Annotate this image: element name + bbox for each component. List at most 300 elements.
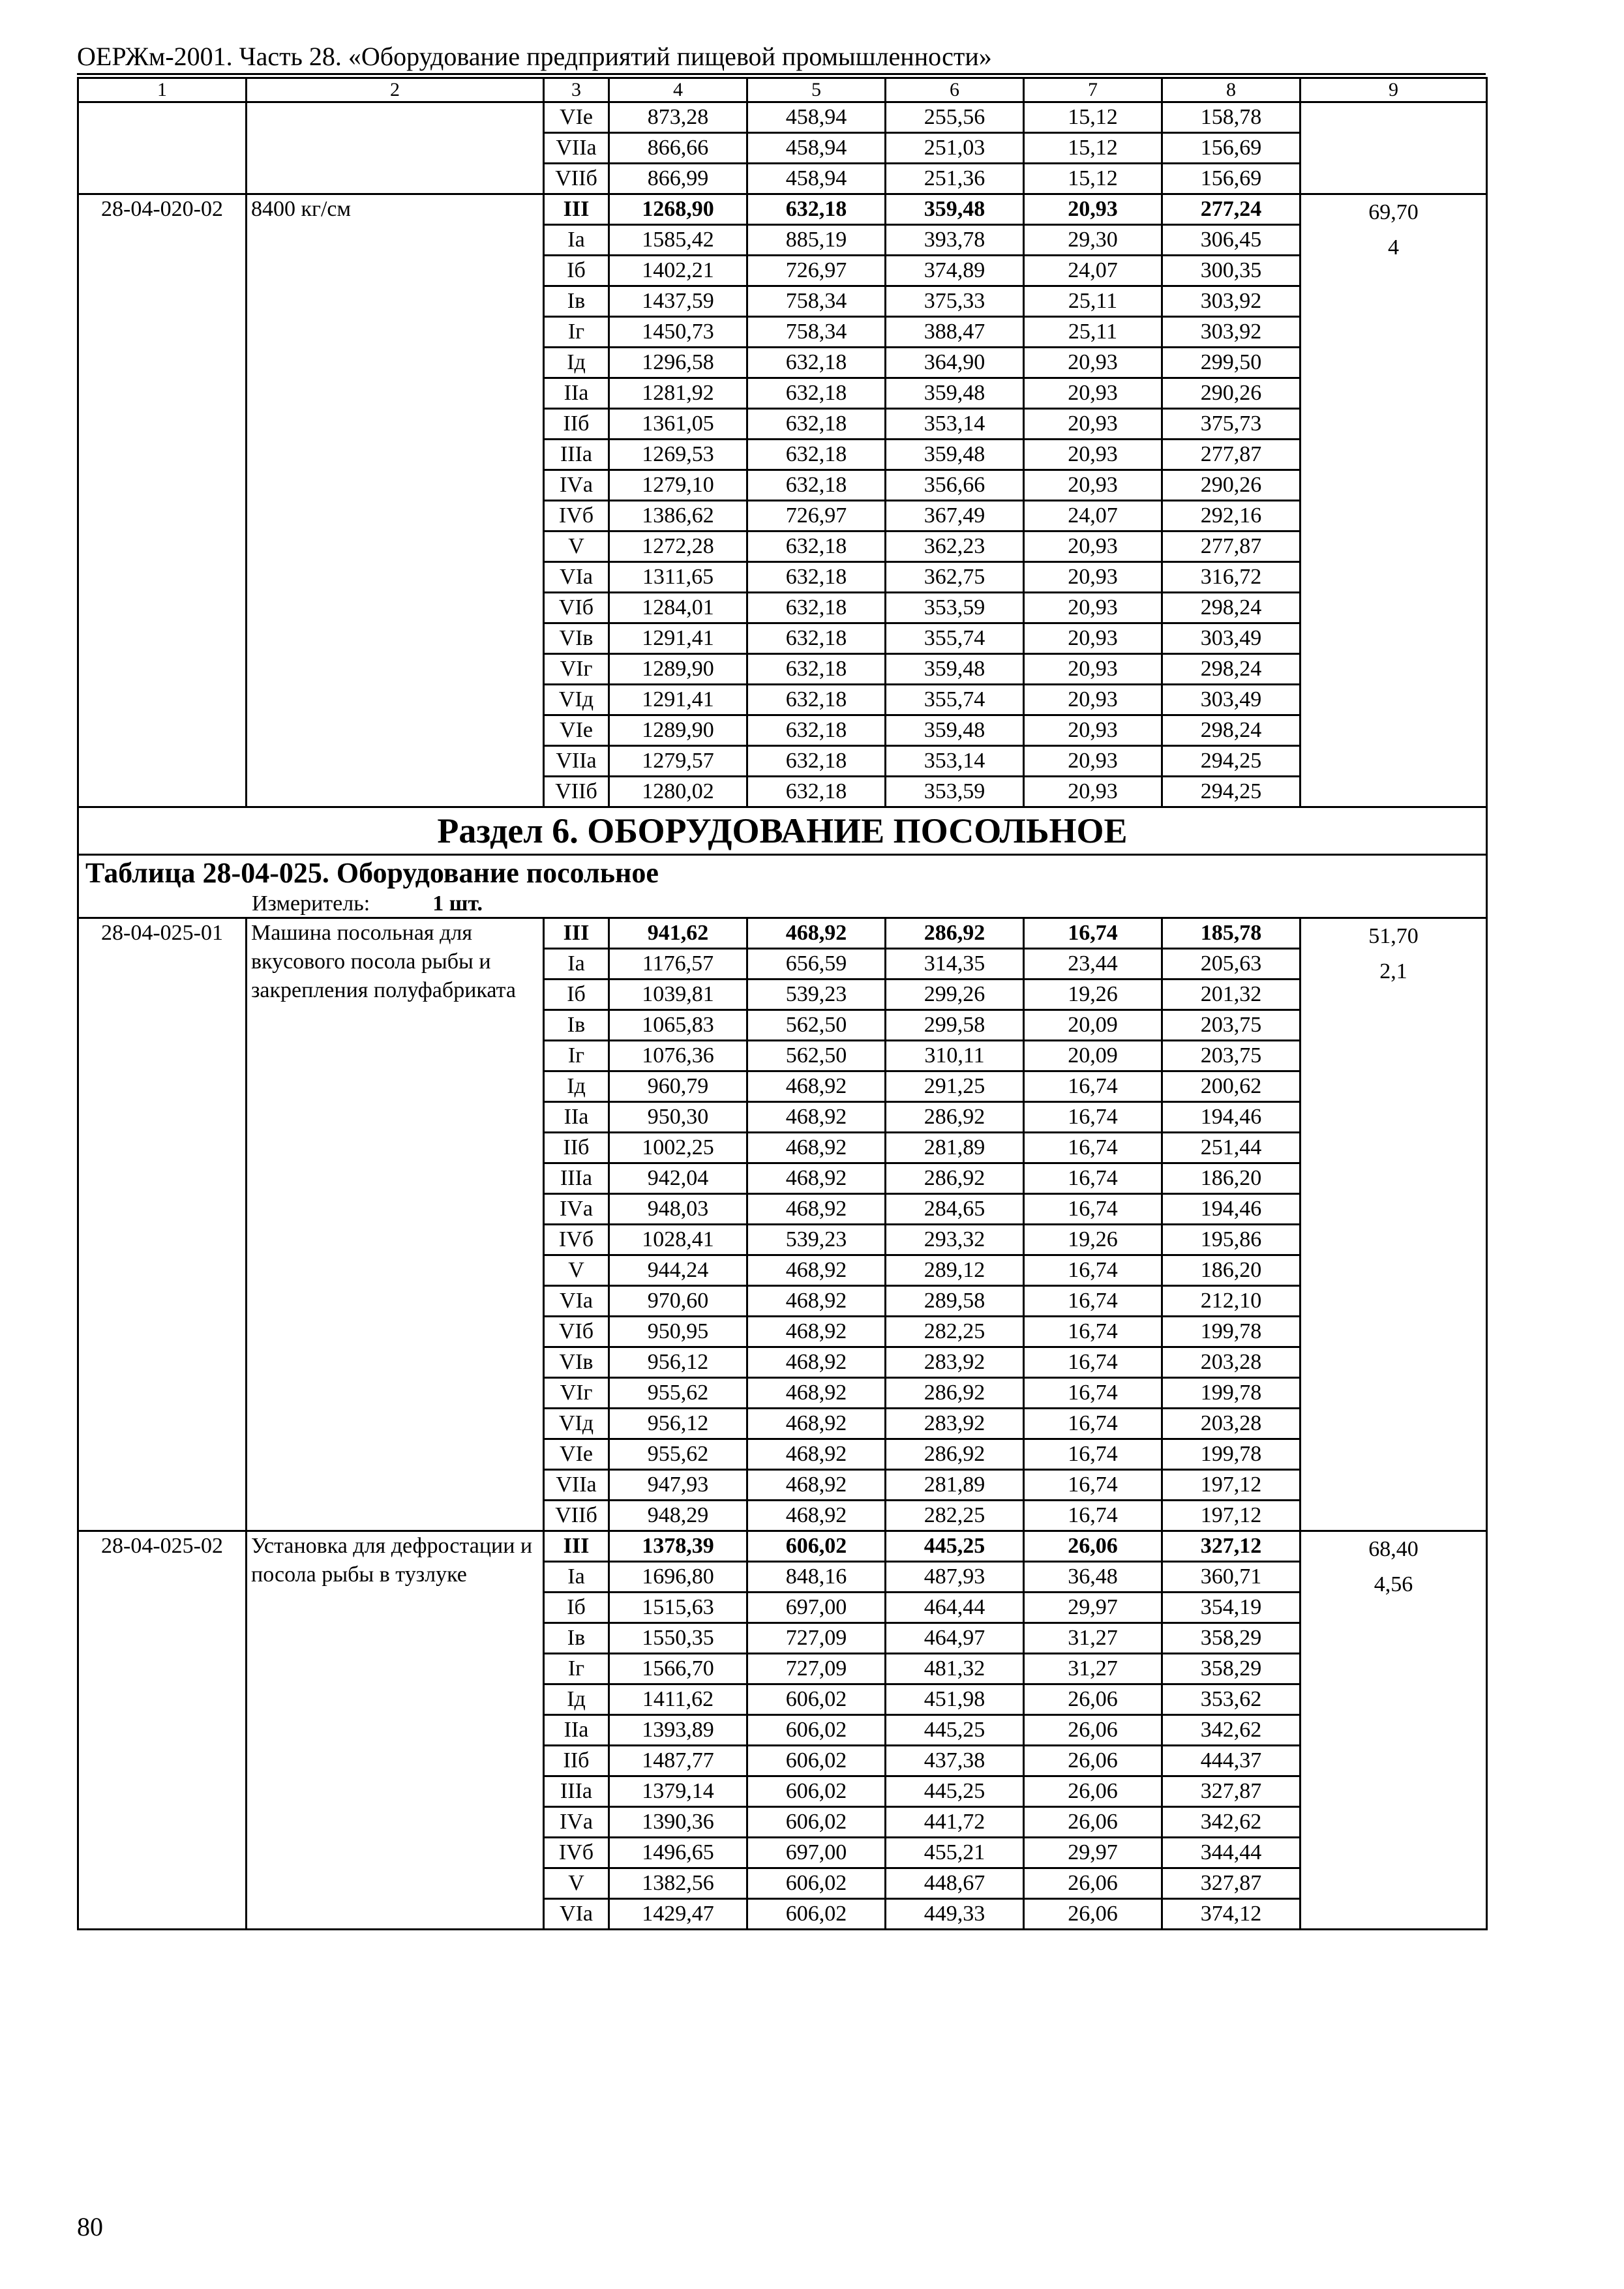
table-title-row xyxy=(78,855,1487,891)
value-cell: VIа xyxy=(544,1899,609,1930)
value-cell: IVа xyxy=(544,1807,609,1838)
value-cell: 606,02 xyxy=(747,1746,886,1776)
column-number: 5 xyxy=(747,78,886,102)
value-cell: 758,34 xyxy=(747,286,886,317)
value-cell: 16,74 xyxy=(1024,1409,1162,1439)
extra-cell xyxy=(1301,918,1487,1531)
value-cell: 355,74 xyxy=(886,685,1024,715)
column-number: 2 xyxy=(247,78,544,102)
value-cell: 606,02 xyxy=(747,1807,886,1838)
value-cell: 16,74 xyxy=(1024,1501,1162,1531)
equipment-name: 8400 кг/см xyxy=(247,194,544,807)
value-cell: VIд xyxy=(544,685,609,715)
value-cell: 20,93 xyxy=(1024,715,1162,746)
value-cell: 1311,65 xyxy=(609,562,747,593)
value-cell: 314,35 xyxy=(886,949,1024,980)
value-cell: 445,25 xyxy=(886,1531,1024,1562)
value-cell: 632,18 xyxy=(747,562,886,593)
value-cell: 955,62 xyxy=(609,1439,747,1470)
value-cell: 359,48 xyxy=(886,654,1024,685)
value-cell: 26,06 xyxy=(1024,1899,1162,1930)
value-cell: VIв xyxy=(544,623,609,654)
value-cell: 632,18 xyxy=(747,654,886,685)
value-cell: 353,59 xyxy=(886,777,1024,807)
value-cell: 464,44 xyxy=(886,1593,1024,1623)
value-cell: 1039,81 xyxy=(609,980,747,1010)
value-cell: 374,12 xyxy=(1162,1899,1301,1930)
value-cell: 20,93 xyxy=(1024,685,1162,715)
value-cell: 299,58 xyxy=(886,1010,1024,1041)
value-cell: VIIб xyxy=(544,1501,609,1531)
value-cell: Iб xyxy=(544,980,609,1010)
value-cell: 23,44 xyxy=(1024,949,1162,980)
value-cell: 16,74 xyxy=(1024,1255,1162,1286)
rate-code: 28-04-020-02 xyxy=(78,194,247,807)
value-cell: 1393,89 xyxy=(609,1715,747,1746)
value-cell: 1291,41 xyxy=(609,685,747,715)
extra-value: 69,70 xyxy=(1368,200,1419,224)
section-heading-row xyxy=(78,807,1487,855)
value-cell: 1065,83 xyxy=(609,1010,747,1041)
column-number: 7 xyxy=(1024,78,1162,102)
value-cell: 199,78 xyxy=(1162,1439,1301,1470)
value-cell: 606,02 xyxy=(747,1715,886,1746)
value-cell: 948,03 xyxy=(609,1194,747,1225)
value-cell: 437,38 xyxy=(886,1746,1024,1776)
value-cell: 291,25 xyxy=(886,1071,1024,1102)
value-cell: 199,78 xyxy=(1162,1317,1301,1347)
value-cell: 281,89 xyxy=(886,1133,1024,1163)
value-cell: 299,26 xyxy=(886,980,1024,1010)
value-cell: 468,92 xyxy=(747,1163,886,1194)
value-cell: 281,89 xyxy=(886,1470,1024,1501)
value-cell: VIIа xyxy=(544,1470,609,1501)
value-cell: 354,19 xyxy=(1162,1593,1301,1623)
extra-cell xyxy=(1301,194,1487,807)
value-cell: 726,97 xyxy=(747,256,886,286)
value-cell: 203,28 xyxy=(1162,1409,1301,1439)
value-cell: 468,92 xyxy=(747,1286,886,1317)
page-header-title: ОЕРЖм-2001. Часть 28. «Оборудование предприятий пищевой промышленности» xyxy=(77,42,992,71)
value-cell: VIд xyxy=(544,1409,609,1439)
value-cell: 359,48 xyxy=(886,715,1024,746)
value-cell: 277,87 xyxy=(1162,440,1301,470)
value-cell: 294,25 xyxy=(1162,746,1301,777)
value-cell: 284,65 xyxy=(886,1194,1024,1225)
value-cell: 20,93 xyxy=(1024,440,1162,470)
value-cell: 1566,70 xyxy=(609,1654,747,1684)
extra-value: 4,56 xyxy=(1374,1572,1413,1596)
value-cell: 1176,57 xyxy=(609,949,747,980)
value-cell: 697,00 xyxy=(747,1593,886,1623)
value-cell: 481,32 xyxy=(886,1654,1024,1684)
value-cell: 468,92 xyxy=(747,1255,886,1286)
column-number: 6 xyxy=(886,78,1024,102)
value-cell: 360,71 xyxy=(1162,1562,1301,1593)
value-cell: 353,59 xyxy=(886,593,1024,623)
value-cell: VIа xyxy=(544,1286,609,1317)
extra-value: 2,1 xyxy=(1379,959,1407,983)
value-cell: 25,11 xyxy=(1024,317,1162,348)
value-cell: 286,92 xyxy=(886,1378,1024,1409)
value-cell: Iг xyxy=(544,317,609,348)
value-cell: 445,25 xyxy=(886,1715,1024,1746)
value-cell: 632,18 xyxy=(747,470,886,501)
value-cell: 186,20 xyxy=(1162,1255,1301,1286)
value-cell: 632,18 xyxy=(747,531,886,562)
value-cell: 19,26 xyxy=(1024,1225,1162,1255)
value-cell: 468,92 xyxy=(747,1071,886,1102)
value-cell: 697,00 xyxy=(747,1838,886,1868)
value-cell: 1437,59 xyxy=(609,286,747,317)
value-cell: 468,92 xyxy=(747,1501,886,1531)
value-cell: 358,29 xyxy=(1162,1654,1301,1684)
value-cell: 606,02 xyxy=(747,1776,886,1807)
value-cell: VIе xyxy=(544,1439,609,1470)
value-cell: 632,18 xyxy=(747,440,886,470)
value-cell: 15,12 xyxy=(1024,133,1162,164)
value-cell: 342,62 xyxy=(1162,1807,1301,1838)
value-cell: 632,18 xyxy=(747,378,886,409)
value-cell: 970,60 xyxy=(609,1286,747,1317)
value-cell: 606,02 xyxy=(747,1868,886,1899)
value-cell: 727,09 xyxy=(747,1654,886,1684)
value-cell: 1296,58 xyxy=(609,348,747,378)
value-cell: 873,28 xyxy=(609,102,747,133)
value-cell: 539,23 xyxy=(747,980,886,1010)
value-cell: 1550,35 xyxy=(609,1623,747,1654)
value-cell: 656,59 xyxy=(747,949,886,980)
value-cell: 1361,05 xyxy=(609,409,747,440)
value-cell: 20,09 xyxy=(1024,1010,1162,1041)
value-cell: 1280,02 xyxy=(609,777,747,807)
value-cell: 1289,90 xyxy=(609,715,747,746)
value-cell: 468,92 xyxy=(747,918,886,949)
measure-cell xyxy=(78,891,1487,918)
value-cell: Iв xyxy=(544,1623,609,1654)
value-cell: 26,06 xyxy=(1024,1684,1162,1715)
value-cell: III xyxy=(544,194,609,225)
table-row xyxy=(78,918,1487,949)
value-cell: 201,32 xyxy=(1162,980,1301,1010)
value-cell: 20,09 xyxy=(1024,1041,1162,1071)
value-cell: VIIб xyxy=(544,164,609,194)
value-cell: 1269,53 xyxy=(609,440,747,470)
value-cell: 1390,36 xyxy=(609,1807,747,1838)
value-cell: 358,29 xyxy=(1162,1623,1301,1654)
value-cell: IIа xyxy=(544,1715,609,1746)
column-number-row xyxy=(78,78,1487,102)
table-body-top xyxy=(78,78,1487,807)
value-cell: 947,93 xyxy=(609,1470,747,1501)
value-cell: 310,11 xyxy=(886,1041,1024,1071)
value-cell: 606,02 xyxy=(747,1531,886,1562)
extra-cell xyxy=(1301,102,1487,194)
value-cell: 885,19 xyxy=(747,225,886,256)
rate-code xyxy=(78,102,247,194)
page-number: 80 xyxy=(77,2212,103,2241)
value-cell: 29,30 xyxy=(1024,225,1162,256)
value-cell: Iа xyxy=(544,225,609,256)
value-cell: 355,74 xyxy=(886,623,1024,654)
value-cell: 359,48 xyxy=(886,440,1024,470)
value-cell: 1496,65 xyxy=(609,1838,747,1868)
value-cell: 1002,25 xyxy=(609,1133,747,1163)
table-row xyxy=(78,1531,1487,1562)
value-cell: VIе xyxy=(544,102,609,133)
value-cell: 1284,01 xyxy=(609,593,747,623)
value-cell: 359,48 xyxy=(886,378,1024,409)
value-cell: 16,74 xyxy=(1024,1194,1162,1225)
value-cell: 26,06 xyxy=(1024,1776,1162,1807)
value-cell: 16,74 xyxy=(1024,1163,1162,1194)
value-cell: VIIб xyxy=(544,777,609,807)
value-cell: 632,18 xyxy=(747,715,886,746)
value-cell: 19,26 xyxy=(1024,980,1162,1010)
value-cell: 306,45 xyxy=(1162,225,1301,256)
value-cell: 24,07 xyxy=(1024,501,1162,531)
value-cell: 15,12 xyxy=(1024,164,1162,194)
value-cell: 344,44 xyxy=(1162,1838,1301,1868)
extra-value: 51,70 xyxy=(1368,924,1419,948)
value-cell: 292,16 xyxy=(1162,501,1301,531)
value-cell: IVб xyxy=(544,1838,609,1868)
value-cell: 25,11 xyxy=(1024,286,1162,317)
value-cell: 15,12 xyxy=(1024,102,1162,133)
value-cell: 448,67 xyxy=(886,1868,1024,1899)
value-cell: 353,14 xyxy=(886,409,1024,440)
value-cell: 1411,62 xyxy=(609,1684,747,1715)
value-cell: 632,18 xyxy=(747,746,886,777)
value-cell: 16,74 xyxy=(1024,1378,1162,1409)
value-cell: 20,93 xyxy=(1024,470,1162,501)
value-cell: IIб xyxy=(544,409,609,440)
value-cell: 186,20 xyxy=(1162,1163,1301,1194)
value-cell: 298,24 xyxy=(1162,715,1301,746)
value-cell: 353,14 xyxy=(886,746,1024,777)
value-cell: 562,50 xyxy=(747,1041,886,1071)
value-cell: 26,06 xyxy=(1024,1715,1162,1746)
column-number: 4 xyxy=(609,78,747,102)
value-cell: 286,92 xyxy=(886,1102,1024,1133)
value-cell: 955,62 xyxy=(609,1378,747,1409)
value-cell: 632,18 xyxy=(747,685,886,715)
value-cell: 359,48 xyxy=(886,194,1024,225)
value-cell: 290,26 xyxy=(1162,378,1301,409)
value-cell: III xyxy=(544,1531,609,1562)
value-cell: 16,74 xyxy=(1024,1071,1162,1102)
value-cell: 20,93 xyxy=(1024,378,1162,409)
value-cell: IIб xyxy=(544,1133,609,1163)
table-row xyxy=(78,102,1487,133)
value-cell: 286,92 xyxy=(886,918,1024,949)
value-cell: 31,27 xyxy=(1024,1654,1162,1684)
value-cell: V xyxy=(544,1255,609,1286)
value-cell: VIIа xyxy=(544,746,609,777)
value-cell: 942,04 xyxy=(609,1163,747,1194)
value-cell: 441,72 xyxy=(886,1807,1024,1838)
value-cell: Iд xyxy=(544,1684,609,1715)
value-cell: 1487,77 xyxy=(609,1746,747,1776)
value-cell: 20,93 xyxy=(1024,777,1162,807)
value-cell: 468,92 xyxy=(747,1470,886,1501)
value-cell: IVб xyxy=(544,501,609,531)
value-cell: 29,97 xyxy=(1024,1593,1162,1623)
value-cell: 375,73 xyxy=(1162,409,1301,440)
value-cell: 353,62 xyxy=(1162,1684,1301,1715)
value-cell: 199,78 xyxy=(1162,1378,1301,1409)
column-number: 8 xyxy=(1162,78,1301,102)
value-cell: 203,75 xyxy=(1162,1041,1301,1071)
value-cell: 1402,21 xyxy=(609,256,747,286)
value-cell: 31,27 xyxy=(1024,1623,1162,1654)
value-cell: 1585,42 xyxy=(609,225,747,256)
value-cell: 294,25 xyxy=(1162,777,1301,807)
value-cell: VIб xyxy=(544,593,609,623)
value-cell: IIб xyxy=(544,1746,609,1776)
value-cell: 1076,36 xyxy=(609,1041,747,1071)
value-cell: 487,93 xyxy=(886,1562,1024,1593)
value-cell: 282,25 xyxy=(886,1317,1024,1347)
value-cell: 444,37 xyxy=(1162,1746,1301,1776)
rate-code: 28-04-025-02 xyxy=(78,1531,247,1930)
value-cell: V xyxy=(544,531,609,562)
value-cell: 342,62 xyxy=(1162,1715,1301,1746)
value-cell: Iв xyxy=(544,286,609,317)
value-cell: 185,78 xyxy=(1162,918,1301,949)
value-cell: IVб xyxy=(544,1225,609,1255)
value-cell: 1696,80 xyxy=(609,1562,747,1593)
value-cell: 16,74 xyxy=(1024,1470,1162,1501)
value-cell: 277,24 xyxy=(1162,194,1301,225)
value-cell: 468,92 xyxy=(747,1378,886,1409)
value-cell: 632,18 xyxy=(747,777,886,807)
value-cell: 727,09 xyxy=(747,1623,886,1654)
value-cell: 1379,14 xyxy=(609,1776,747,1807)
extra-value: 68,40 xyxy=(1368,1537,1419,1561)
value-cell: 194,46 xyxy=(1162,1194,1301,1225)
value-cell: 200,62 xyxy=(1162,1071,1301,1102)
value-cell: 948,29 xyxy=(609,1501,747,1531)
value-cell: 203,28 xyxy=(1162,1347,1301,1378)
value-cell: 356,66 xyxy=(886,470,1024,501)
value-cell: 197,12 xyxy=(1162,1501,1301,1531)
table-row xyxy=(78,194,1487,225)
value-cell: 632,18 xyxy=(747,409,886,440)
value-cell: 303,92 xyxy=(1162,317,1301,348)
value-cell: IIа xyxy=(544,378,609,409)
value-cell: 950,30 xyxy=(609,1102,747,1133)
value-cell: 374,89 xyxy=(886,256,1024,286)
value-cell: VIб xyxy=(544,1317,609,1347)
value-cell: Iг xyxy=(544,1654,609,1684)
value-cell: IIIа xyxy=(544,1776,609,1807)
value-cell: 1289,90 xyxy=(609,654,747,685)
value-cell: 20,93 xyxy=(1024,623,1162,654)
value-cell: 26,06 xyxy=(1024,1868,1162,1899)
value-cell: 303,49 xyxy=(1162,623,1301,654)
value-cell: 458,94 xyxy=(747,164,886,194)
value-cell: 26,06 xyxy=(1024,1807,1162,1838)
value-cell: 632,18 xyxy=(747,623,886,654)
rate-code: 28-04-025-01 xyxy=(78,918,247,1531)
value-cell: 286,92 xyxy=(886,1439,1024,1470)
value-cell: 1382,56 xyxy=(609,1868,747,1899)
value-cell: 283,92 xyxy=(886,1409,1024,1439)
value-cell: 606,02 xyxy=(747,1684,886,1715)
value-cell: 156,69 xyxy=(1162,133,1301,164)
value-cell: IIа xyxy=(544,1102,609,1133)
equipment-name xyxy=(247,102,544,194)
value-cell: 303,49 xyxy=(1162,685,1301,715)
value-cell: 866,66 xyxy=(609,133,747,164)
value-cell: 283,92 xyxy=(886,1347,1024,1378)
value-cell: 1268,90 xyxy=(609,194,747,225)
value-cell: 26,06 xyxy=(1024,1531,1162,1562)
value-cell: 468,92 xyxy=(747,1347,886,1378)
value-cell: 1028,41 xyxy=(609,1225,747,1255)
value-cell: 1429,47 xyxy=(609,1899,747,1930)
value-cell: 758,34 xyxy=(747,317,886,348)
value-cell: 632,18 xyxy=(747,348,886,378)
value-cell: Iг xyxy=(544,1041,609,1071)
value-cell: 468,92 xyxy=(747,1439,886,1470)
value-cell: 1450,73 xyxy=(609,317,747,348)
value-cell: 327,12 xyxy=(1162,1531,1301,1562)
value-cell: VIг xyxy=(544,654,609,685)
value-cell: Iд xyxy=(544,1071,609,1102)
value-cell: 16,74 xyxy=(1024,1133,1162,1163)
value-cell: IIIа xyxy=(544,440,609,470)
value-cell: III xyxy=(544,918,609,949)
rates-table xyxy=(77,77,1488,1930)
value-cell: 632,18 xyxy=(747,194,886,225)
table-body-bottom xyxy=(78,918,1487,1930)
value-cell: 1279,10 xyxy=(609,470,747,501)
value-cell: VIа xyxy=(544,562,609,593)
value-cell: 1515,63 xyxy=(609,1593,747,1623)
equipment-name: Установка для дефростации и посола рыбы в тузлуке xyxy=(247,1531,544,1930)
value-cell: 20,93 xyxy=(1024,531,1162,562)
value-cell: 289,12 xyxy=(886,1255,1024,1286)
value-cell: 156,69 xyxy=(1162,164,1301,194)
value-cell: IIIа xyxy=(544,1163,609,1194)
measure-row xyxy=(78,891,1487,918)
value-cell: 327,87 xyxy=(1162,1776,1301,1807)
value-cell: 866,99 xyxy=(609,164,747,194)
value-cell: 458,94 xyxy=(747,133,886,164)
value-cell: 960,79 xyxy=(609,1071,747,1102)
value-cell: 29,97 xyxy=(1024,1838,1162,1868)
value-cell: VIIа xyxy=(544,133,609,164)
value-cell: 944,24 xyxy=(609,1255,747,1286)
value-cell: 1281,92 xyxy=(609,378,747,409)
column-number: 9 xyxy=(1301,78,1487,102)
value-cell: 375,33 xyxy=(886,286,1024,317)
value-cell: 1291,41 xyxy=(609,623,747,654)
value-cell: 300,35 xyxy=(1162,256,1301,286)
value-cell: 1386,62 xyxy=(609,501,747,531)
value-cell: Iд xyxy=(544,348,609,378)
value-cell: 367,49 xyxy=(886,501,1024,531)
extra-value: 4 xyxy=(1388,235,1399,260)
extra-cell xyxy=(1301,1531,1487,1930)
value-cell: 941,62 xyxy=(609,918,747,949)
value-cell: 255,56 xyxy=(886,102,1024,133)
value-cell: V xyxy=(544,1868,609,1899)
value-cell: 20,93 xyxy=(1024,409,1162,440)
value-cell: 16,74 xyxy=(1024,1286,1162,1317)
